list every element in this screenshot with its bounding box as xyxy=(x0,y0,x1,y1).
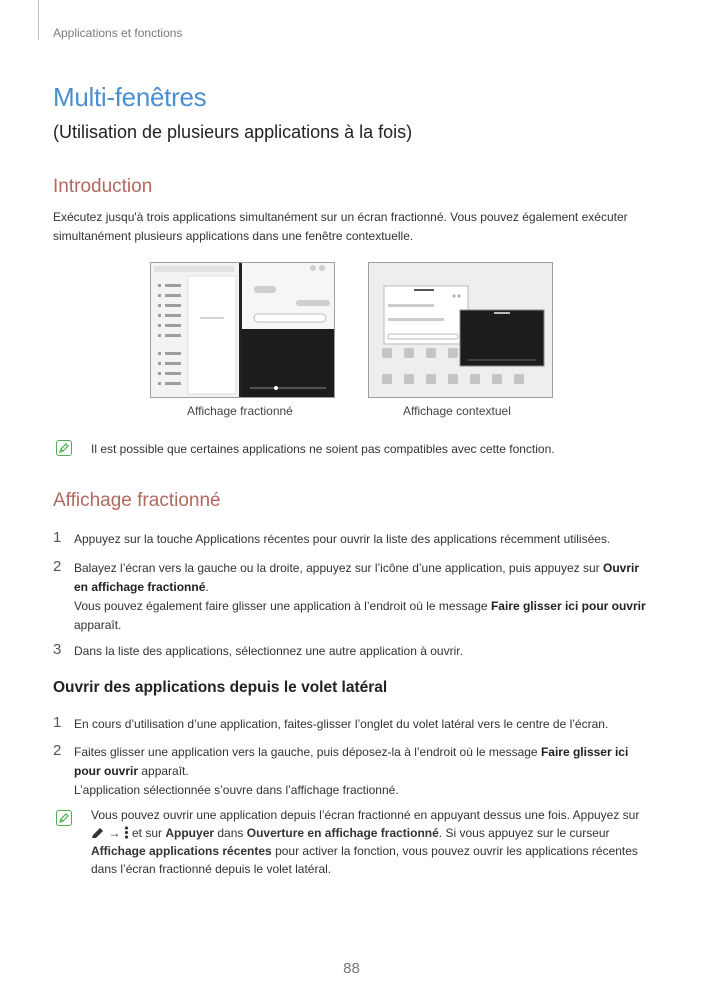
page-number: 88 xyxy=(343,960,360,977)
header-rule xyxy=(38,0,39,40)
side-step-2 xyxy=(53,743,653,800)
split-view-heading: Affichage fractionné xyxy=(53,490,221,511)
note-icon xyxy=(56,440,72,456)
step-text: Dans la liste des applications, sélectionnez une autre application à ouvrir. xyxy=(74,644,463,658)
split-step-2 xyxy=(53,559,653,635)
intro-text: Exécutez jusqu'à trois applications simultanément sur un écran fractionné. Vous pouvez également exécuter simultanément plusieurs applications dans une fenêtre contextuelle. xyxy=(53,210,628,243)
step-text: Balayez l’écran vers la gauche ou la droite, appuyez sur l’icône d’une application, puis appuyez sur Ouvrir en affichage fractionné. Vous pouvez également faire glisser une application à l’endroit où le message Faire glisser ici pour ouvrir apparaît. xyxy=(74,561,646,632)
step-text: Appuyez sur la touche Applications récentes pour ouvrir la liste des applications récemment utilisées. xyxy=(74,532,611,546)
popup-view-illustration xyxy=(368,262,553,398)
pen-icon xyxy=(91,826,105,839)
compatibility-note: Il est possible que certaines applications ne soient pas compatibles avec cette fonction. xyxy=(91,442,555,456)
split-view-illustration xyxy=(150,262,335,398)
step-number: 1 xyxy=(53,529,62,546)
running-header: Applications et fonctions xyxy=(53,26,183,40)
step-text: Faites glisser une application vers la gauche, puis déposez-la à l’endroit où le message Faire glisser ici pour ouvrir apparaît. L’application sélectionnée s’ouvre dans l’affichage fractionné. xyxy=(74,745,629,797)
step-number: 1 xyxy=(53,714,62,731)
split-view-caption: Affichage fractionné xyxy=(187,404,293,418)
intro-heading: Introduction xyxy=(53,176,153,197)
side-step-1 xyxy=(53,715,653,734)
side-panel-heading: Ouvrir des applications depuis le volet latéral xyxy=(53,679,388,696)
split-step-3 xyxy=(53,642,653,661)
page-subtitle: (Utilisation de plusieurs applications à la fois) xyxy=(53,122,413,142)
step-number: 3 xyxy=(53,641,62,658)
popup-view-caption: Affichage contextuel xyxy=(403,404,511,418)
page-title: Multi-fenêtres xyxy=(53,82,207,112)
split-view-tip-note: Vous pouvez ouvrir une application depuis l’écran fractionné en appuyant dessus une fois. Appuyez sur → et sur Appuyer dans Ouverture en affichage fractionné. Si vous appuyez sur le curseur Affichage applications récentes pour activer la fonction, vous pouvez ouvrir les applications récentes dans l’écran fractionné depuis le volet latéral. xyxy=(91,808,640,876)
split-step-1 xyxy=(53,530,653,549)
step-text: En cours d’utilisation d’une application, faites-glisser l’onglet du volet latéral vers le centre de l’écran. xyxy=(74,717,609,731)
step-number: 2 xyxy=(53,742,62,759)
note-icon xyxy=(56,810,72,826)
step-number: 2 xyxy=(53,558,62,575)
